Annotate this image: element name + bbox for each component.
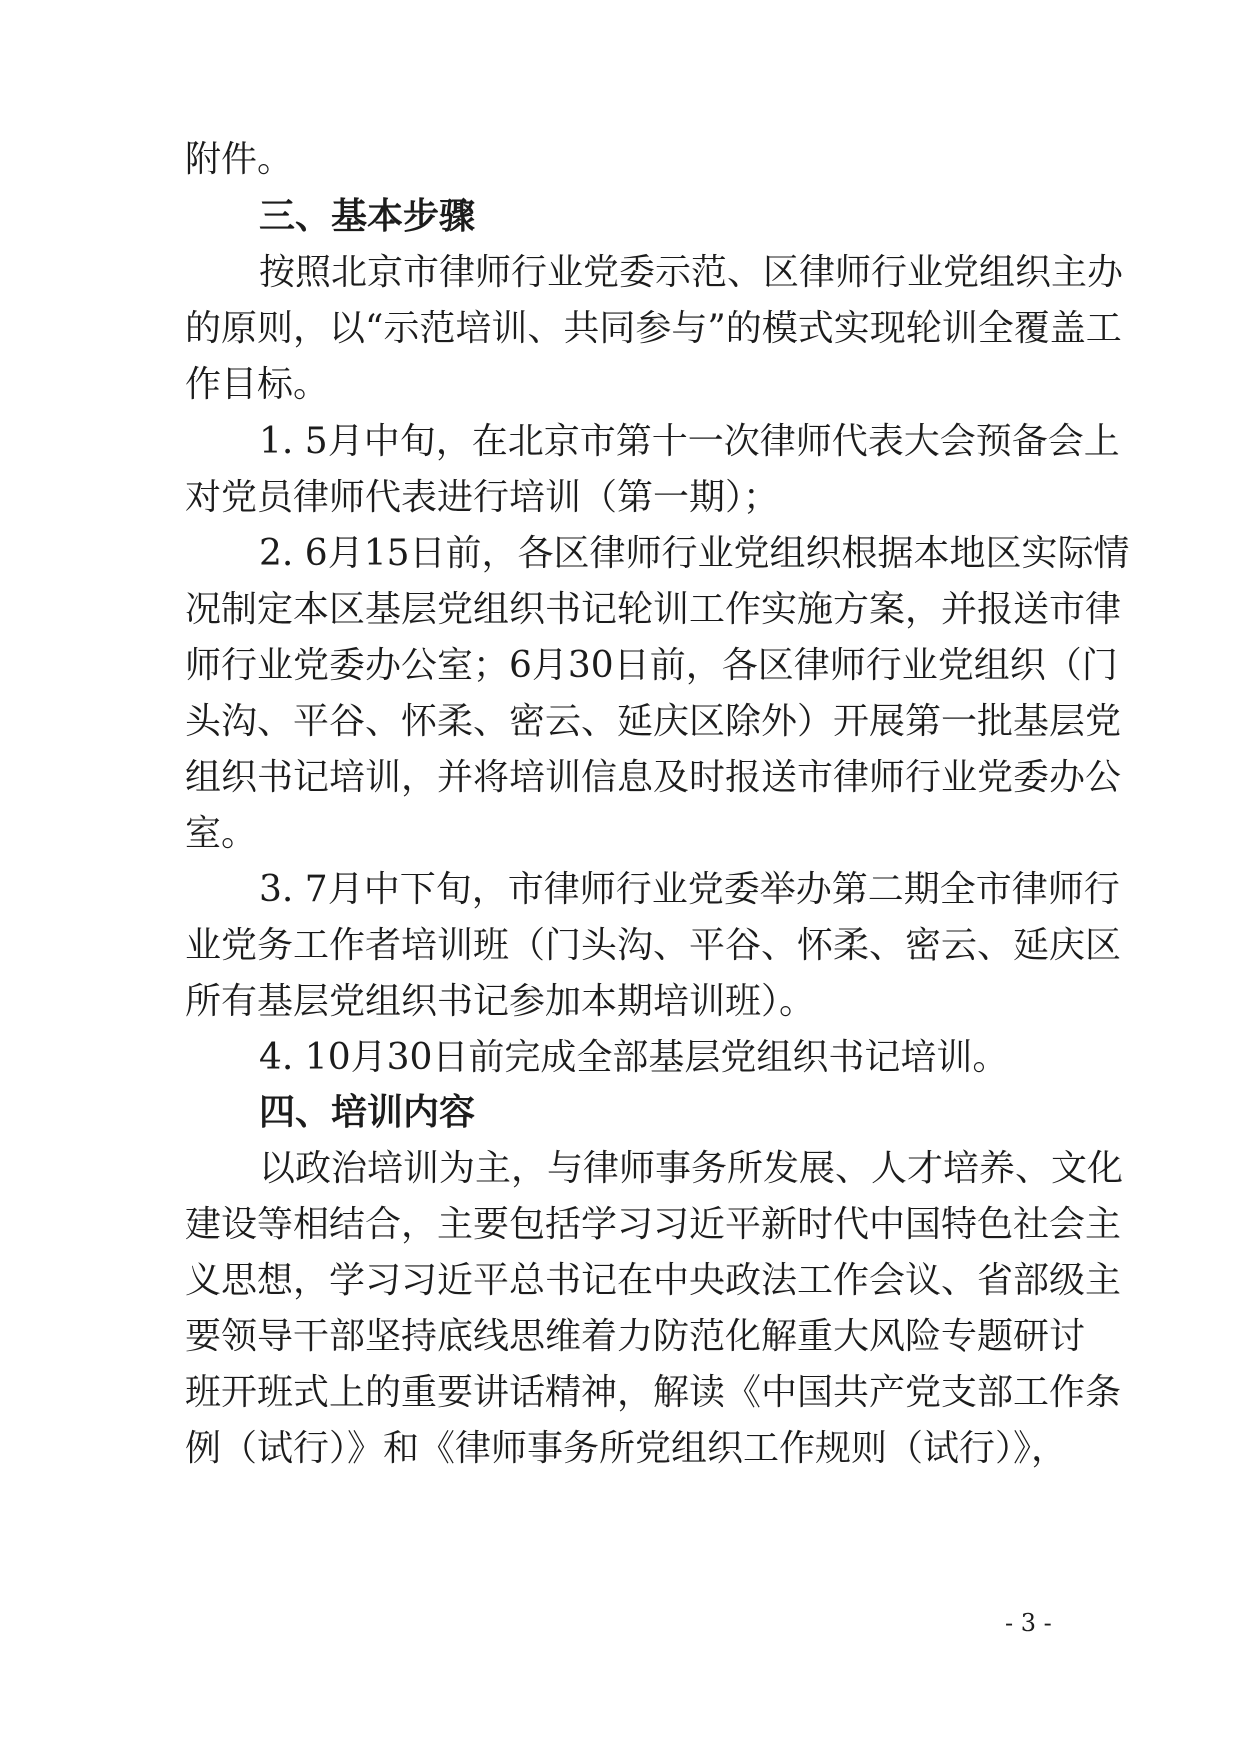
section-heading-steps: 三、基本步骤 (259, 196, 476, 237)
list-item-line: 对党员律师代表进行培训（第一期）； (185, 477, 780, 518)
text-line: 附件。 (185, 139, 294, 180)
paragraph-line: 的原则，以“示范培训、共同参与”的模式实现轮训全覆盖工 (185, 308, 1122, 349)
paragraph-line: 按照北京市律师行业党委示范、区律师行业党组织主办 (259, 252, 1124, 293)
list-item-line: 所有基层党组织书记参加本期培训班）。 (185, 981, 816, 1022)
paragraph-line: 作目标。 (185, 364, 330, 405)
list-item-line: 4. 10月30日前完成全部基层党组织书记培训。 (259, 1037, 1009, 1078)
list-item-line: 业党务工作者培训班（门头沟、平谷、怀柔、密云、延庆区 (185, 925, 1122, 966)
paragraph-line: 例（试行）》和《律师事务所党组织工作规则（试行）》， (185, 1428, 1068, 1469)
paragraph-line: 班开班式上的重要讲话精神，解读《中国共产党支部工作条 (185, 1372, 1122, 1413)
list-item-line: 师行业党委办公室；6月30日前，各区律师行业党组织（门 (185, 645, 1118, 686)
paragraph-line: 要领导干部坚持底线思维着力防范化解重大风险专题研讨 (185, 1316, 1086, 1357)
list-item-line: 1. 5月中旬，在北京市第十一次律师代表大会预备会上 (259, 421, 1120, 462)
list-item-line: 3. 7月中下旬，市律师行业党委举办第二期全市律师行 (259, 869, 1120, 910)
list-item-line: 室。 (185, 813, 258, 854)
section-heading-content: 四、培训内容 (259, 1092, 476, 1133)
paragraph-line: 以政治培训为主，与律师事务所发展、人才培养、文化 (259, 1148, 1124, 1189)
paragraph-line: 建设等相结合，主要包括学习习近平新时代中国特色社会主 (185, 1204, 1122, 1245)
page-number: - 3 - (1005, 1609, 1052, 1637)
list-item-line: 头沟、平谷、怀柔、密云、延庆区除外）开展第一批基层党 (185, 701, 1122, 742)
list-item-line: 况制定本区基层党组织书记轮训工作实施方案，并报送市律 (185, 589, 1122, 630)
list-item-line: 组织书记培训，并将培训信息及时报送市律师行业党委办公 (185, 757, 1122, 798)
list-item-line: 2. 6月15日前，各区律师行业党组织根据本地区实际情 (259, 533, 1130, 574)
paragraph-line: 义思想，学习习近平总书记在中央政法工作会议、省部级主 (185, 1260, 1122, 1301)
